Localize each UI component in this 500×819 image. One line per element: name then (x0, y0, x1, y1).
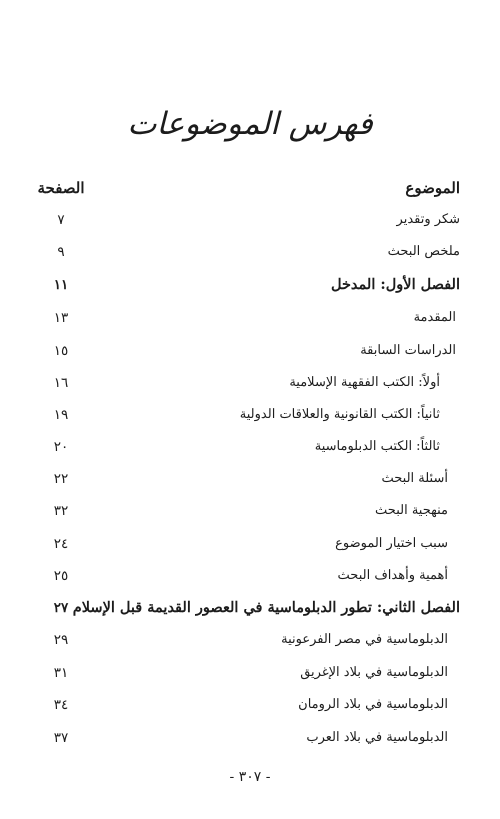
toc-entry-page: ١١ (53, 277, 69, 293)
toc-entry-title: سبب اختيار الموضوع (335, 536, 448, 551)
toc-entry-page: ٣٧ (53, 730, 69, 746)
toc-entry (36, 533, 460, 555)
toc-entry-page: ٢٢ (53, 471, 69, 487)
toc-entry-page: ٩ (57, 244, 65, 260)
toc-entry-page: ٢٧ (53, 600, 69, 616)
toc-entry-title: الفصل الأول: المدخل (330, 276, 460, 293)
toc-entry-page: ٧ (57, 212, 65, 228)
page-title: فهرس الموضوعات (127, 106, 373, 142)
toc-entry-title: الدراسات السابقة (360, 343, 456, 358)
toc-entry (36, 629, 460, 651)
toc-entry-page: ١٣ (53, 310, 69, 326)
toc-entry-title: الدبلوماسية في مصر الفرعونية (281, 632, 448, 647)
toc-entry-title: أولاً: الكتب الفقهية الإسلامية (289, 375, 440, 390)
toc-entry-title: الدبلوماسية في بلاد الرومان (298, 697, 448, 712)
page-number: - ٣٠٧ - (229, 769, 271, 785)
toc-entry (36, 209, 460, 231)
toc-entry (36, 340, 460, 362)
toc-entry (36, 694, 460, 716)
toc-entry-page: ١٦ (53, 375, 69, 391)
toc-entry-page: ٢٤ (53, 536, 69, 552)
toc-entry (36, 436, 460, 458)
toc-entry (36, 727, 460, 749)
toc-entry-title: المقدمة (413, 310, 456, 325)
toc-entry-page: ٢٠ (53, 439, 69, 455)
toc-entry-title: أسئلة البحث (381, 471, 448, 486)
toc-entry-title: ثالثاً: الكتب الدبلوماسية (314, 439, 440, 454)
toc-entry (36, 307, 460, 329)
toc-header (36, 177, 460, 199)
toc-entry-page: ٢٥ (53, 568, 69, 584)
toc-entry-page: ١٥ (53, 343, 69, 359)
toc-chapter-heading (36, 597, 460, 619)
toc-entry-title: الفصل الثاني: تطور الدبلوماسية في العصور القديمة قبل الإسلام (72, 599, 460, 616)
toc-entry-page: ٣٢ (53, 503, 69, 519)
toc-entry-title: الدبلوماسية في بلاد الإغريق (300, 665, 448, 680)
toc-entry-title: ثانياً: الكتب القانونية والعلاقات الدولية (239, 407, 440, 422)
toc-entry (36, 372, 460, 394)
toc-entry-title: شكر وتقدير (396, 212, 460, 227)
toc-entry-title: ملخص البحث (387, 244, 460, 259)
toc-entry (36, 404, 460, 426)
toc-entry (36, 662, 460, 684)
toc-entry (36, 468, 460, 490)
toc-entry-page: ٣٤ (53, 697, 69, 713)
toc-entry-title: الدبلوماسية في بلاد العرب (306, 730, 448, 745)
toc-entry (36, 500, 460, 522)
page-column-header: الصفحة (37, 179, 85, 197)
toc-entry (36, 241, 460, 263)
toc-entry-page: ١٩ (53, 407, 69, 423)
topic-column-header: الموضوع (405, 179, 460, 197)
toc-chapter-heading (36, 274, 460, 296)
toc-entry (36, 565, 460, 587)
toc-entry-page: ٣١ (53, 665, 69, 681)
toc-entry-page: ٢٩ (53, 632, 69, 648)
toc-entry-title: منهجية البحث (375, 503, 448, 518)
toc-entry-title: أهمية وأهداف البحث (337, 568, 448, 583)
